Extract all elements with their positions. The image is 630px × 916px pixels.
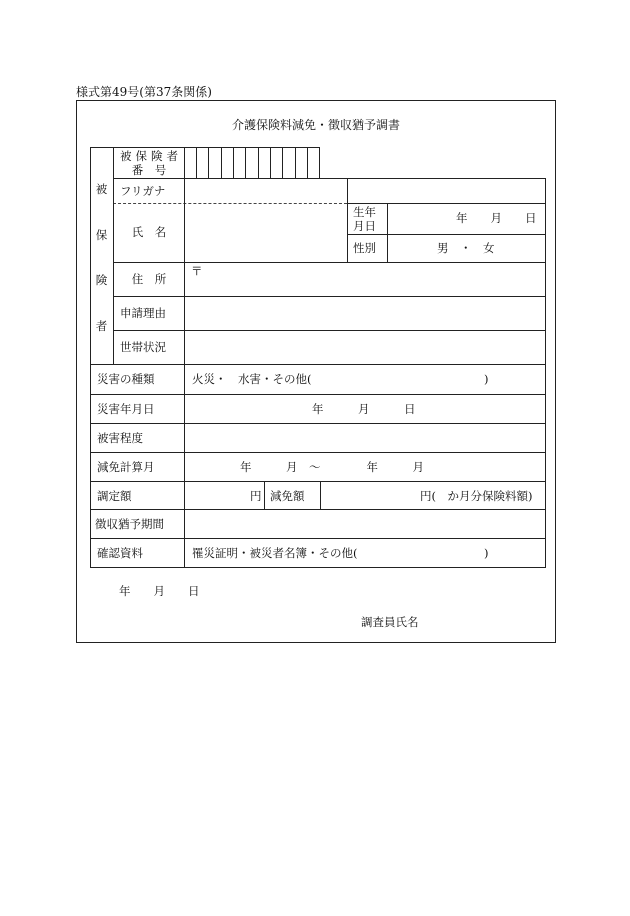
assessed-amount-label: 調定額 xyxy=(97,489,132,503)
insured-label-char-2: 保 xyxy=(95,228,108,242)
damage-degree-field[interactable] xyxy=(185,424,545,451)
calc-month-label: 減免計算月 xyxy=(97,460,155,474)
damage-degree-label: 被害程度 xyxy=(97,431,143,445)
grace-period-field[interactable] xyxy=(185,510,545,537)
footer-date[interactable]: 年 月 日 xyxy=(119,584,200,598)
assessed-amount-field[interactable] xyxy=(185,482,247,508)
confirm-docs-field[interactable]: 罹災証明・被災者名簿・その他( ) xyxy=(192,546,489,560)
form-title: 介護保険料減免・徴収猶予調書 xyxy=(231,118,400,132)
disaster-type-label: 災害の種類 xyxy=(97,372,155,386)
investigator-name-label: 調査員氏名 xyxy=(361,615,419,629)
disaster-type-field[interactable]: 火災・ 水害・その他( ) xyxy=(192,372,489,386)
birth-date-field[interactable]: 年 月 日 xyxy=(456,211,537,225)
postal-mark: 〒 xyxy=(191,264,203,278)
disaster-date-field[interactable]: 年 月 日 xyxy=(312,402,416,416)
insured-label-char-4: 者 xyxy=(95,319,108,333)
reduction-amount-label: 減免額 xyxy=(270,489,305,503)
household-field[interactable] xyxy=(185,331,545,363)
reduction-amount-field[interactable]: 円( か月分保険料額) xyxy=(420,489,533,503)
reason-field[interactable] xyxy=(185,297,545,329)
grace-period-label: 徴収猶予期間 xyxy=(95,517,164,531)
assessed-yen-unit: 円 xyxy=(250,489,262,503)
calc-month-field[interactable]: 年 月 ～ 年 月 xyxy=(240,460,424,474)
insured-label-char-1: 被 xyxy=(95,182,108,196)
birth-label-bottom: 月日 xyxy=(353,219,376,233)
insured-number-label-bottom: 番 号 xyxy=(131,163,167,177)
address-field[interactable] xyxy=(185,263,545,295)
birth-label-top: 生年 xyxy=(353,205,376,219)
furigana-label: フリガナ xyxy=(120,184,166,198)
disaster-date-label: 災害年月日 xyxy=(97,402,155,416)
household-label: 世帯状況 xyxy=(120,340,166,354)
furigana-field[interactable] xyxy=(185,179,346,202)
sex-label: 性別 xyxy=(353,241,376,255)
name-label: 氏 名 xyxy=(131,225,167,239)
form-number-label: 様式第49号(第37条関係) xyxy=(76,85,212,99)
insured-label-char-3: 険 xyxy=(95,273,108,287)
address-label: 住 所 xyxy=(131,272,167,286)
sex-field[interactable]: 男 ・ 女 xyxy=(437,241,495,255)
insured-number-label-top: 被 保 険 者 xyxy=(120,149,178,163)
reason-label: 申請理由 xyxy=(120,306,166,320)
confirm-docs-label: 確認資料 xyxy=(97,546,143,560)
furigana-extra-field[interactable] xyxy=(348,179,544,202)
name-field[interactable] xyxy=(185,204,346,261)
